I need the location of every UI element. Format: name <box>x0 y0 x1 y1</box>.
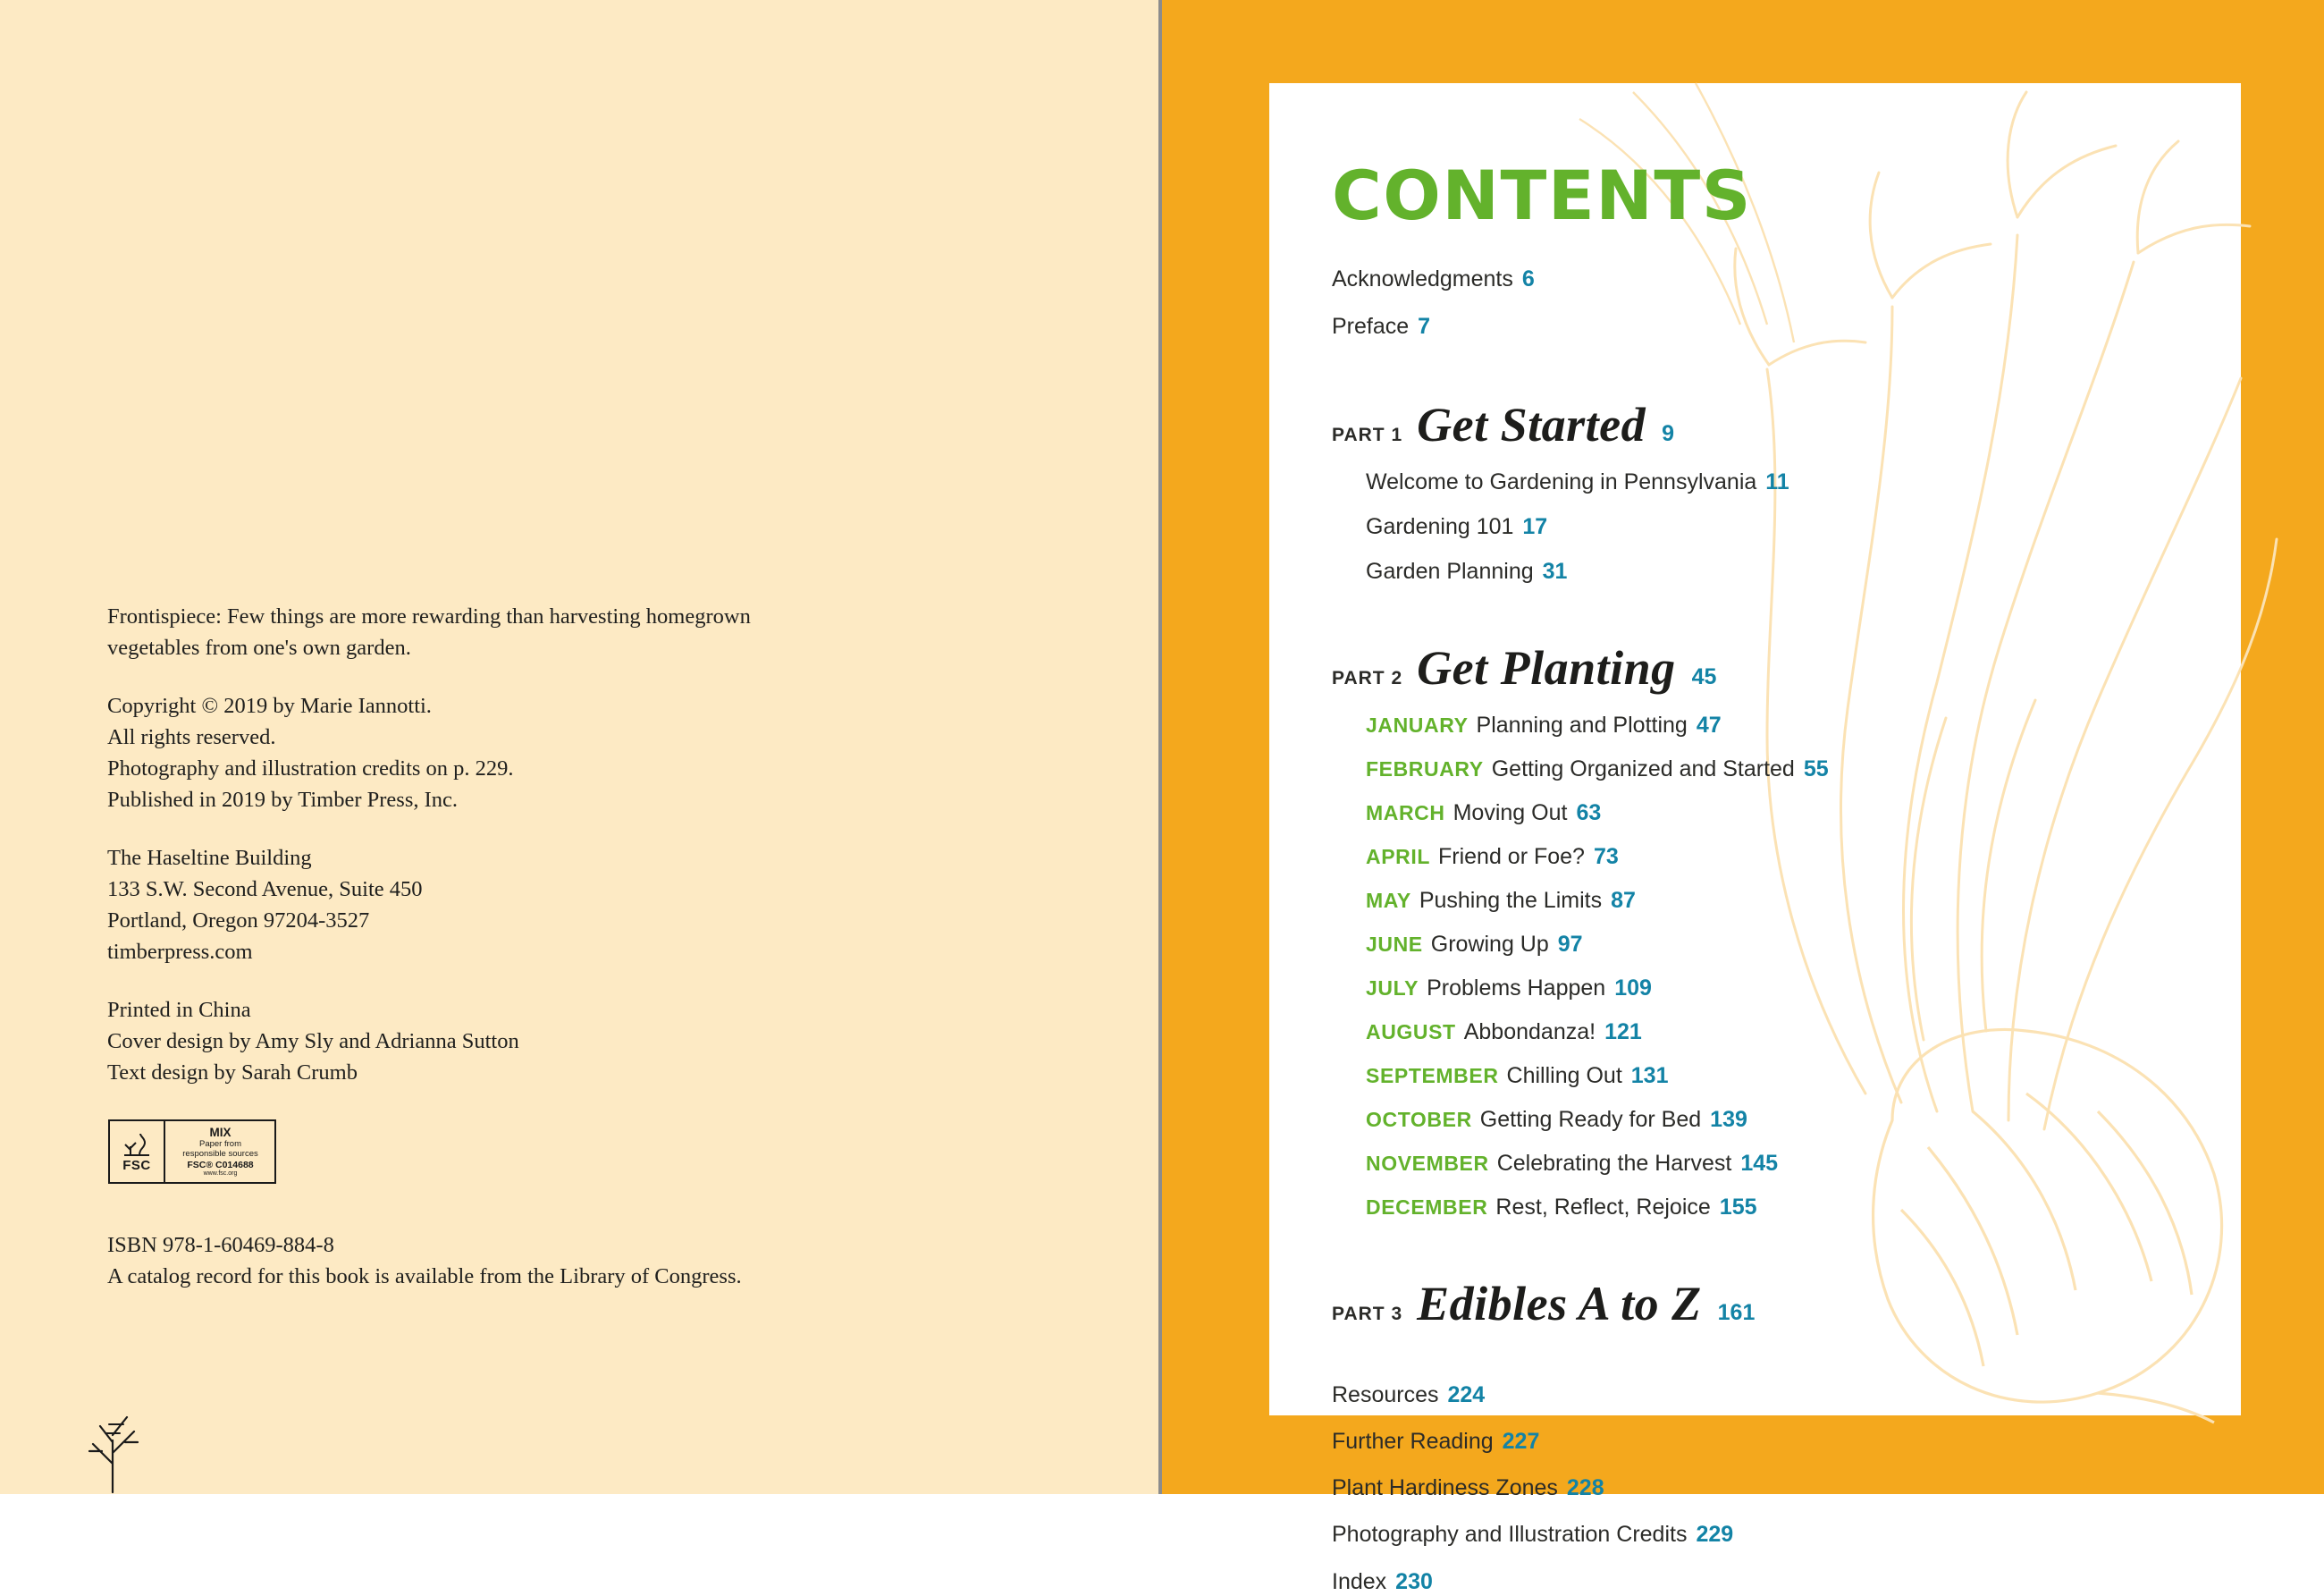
toc-entry-label: Friend or Foe? <box>1438 843 1585 869</box>
month-label: SEPTEMBER <box>1366 1063 1499 1087</box>
toc-entry-may[interactable] <box>1366 887 2241 914</box>
part-title: Edibles A to Z <box>1417 1276 1702 1330</box>
copyright-lines <box>107 690 840 815</box>
part-page: 45 <box>1691 663 1717 689</box>
toc-entry-photo-credits[interactable] <box>1332 1521 2241 1549</box>
toc-entry-gardening-101[interactable] <box>1366 513 2241 540</box>
toc-entry-label: Resources <box>1332 1381 1439 1407</box>
contents-page <box>1162 0 2324 1594</box>
toc-entry-label: Getting Organized and Started <box>1491 756 1795 781</box>
part-label: PART 2 <box>1332 667 1403 688</box>
fsc-url: www.fsc.org <box>203 1170 238 1177</box>
toc-entry-label: Chilling Out <box>1506 1062 1622 1088</box>
fsc-source-line-1: Paper from <box>199 1138 241 1149</box>
month-label: OCTOBER <box>1366 1107 1472 1131</box>
fsc-logo-text: FSC <box>122 1158 151 1173</box>
text-design-credit: Text design by Sarah Crumb <box>107 1060 358 1085</box>
toc-entry-label: Problems Happen <box>1427 975 1606 1001</box>
toc-entry-page: 31 <box>1542 558 1568 584</box>
month-label: DECEMBER <box>1366 1195 1488 1219</box>
toc-entry-label: Rest, Reflect, Rejoice <box>1495 1194 1711 1220</box>
toc-entry-page: 7 <box>1418 314 1431 340</box>
contents-body <box>1269 83 2241 1596</box>
month-label: JANUARY <box>1366 713 1469 737</box>
contents-card <box>1269 83 2241 1594</box>
toc-entry-page: 228 <box>1566 1475 1604 1500</box>
copyright-line-1: Copyright © 2019 by Marie Iannotti. <box>107 694 432 718</box>
copyright-line-2: All rights reserved. <box>107 725 276 749</box>
isbn-number: ISBN 978-1-60469-884-8 <box>107 1233 334 1257</box>
toc-entry-august[interactable] <box>1366 1018 2241 1045</box>
toc-entry-page: 224 <box>1447 1381 1486 1407</box>
toc-entry-page: 87 <box>1611 887 1636 913</box>
toc-entry-page: 17 <box>1522 513 1548 539</box>
print-location: Printed in China <box>107 998 251 1022</box>
toc-entry-index[interactable] <box>1332 1568 2241 1596</box>
toc-entry-garden-planning[interactable] <box>1366 558 2241 585</box>
copyright-text-block <box>107 601 840 1088</box>
toc-entry-label: Index <box>1332 1568 1387 1594</box>
toc-entry-october[interactable] <box>1366 1106 2241 1133</box>
address-line-1: The Haseltine Building <box>107 846 312 870</box>
publisher-address <box>107 842 840 967</box>
month-label: JULY <box>1366 975 1419 1000</box>
isbn-block <box>107 1229 912 1292</box>
toc-entry-label: Planning and Plotting <box>1476 712 1688 738</box>
part-page: 161 <box>1717 1299 1756 1325</box>
toc-entry-label: Further Reading <box>1332 1428 1494 1454</box>
toc-entry-page: 155 <box>1719 1194 1757 1220</box>
copyright-line-3: Photography and illustration credits on p. 229. <box>107 756 514 781</box>
toc-back-matter <box>1332 1381 2241 1596</box>
toc-entry-label: Getting Ready for Bed <box>1479 1106 1702 1132</box>
toc-part-2-header[interactable] <box>1332 640 2241 696</box>
toc-entry-label: Celebrating the Harvest <box>1496 1150 1732 1176</box>
fsc-certification-badge <box>108 1119 276 1184</box>
toc-entry-plant-hardiness-zones[interactable] <box>1332 1474 2241 1502</box>
toc-entry-label: Plant Hardiness Zones <box>1332 1475 1558 1500</box>
fsc-details <box>165 1124 274 1178</box>
address-line-2: 133 S.W. Second Avenue, Suite 450 <box>107 877 423 901</box>
toc-entry-july[interactable] <box>1366 975 2241 1001</box>
toc-entry-label: Pushing the Limits <box>1419 887 1603 913</box>
toc-entry-page: 139 <box>1710 1106 1747 1132</box>
fsc-mix-label: MIX <box>209 1126 232 1140</box>
toc-entry-label: Acknowledgments <box>1332 266 1513 291</box>
catalog-note: A catalog record for this book is available from the Library of Congress. <box>107 1264 742 1288</box>
toc-part-1-header[interactable] <box>1332 397 2241 452</box>
toc-entry-page: 145 <box>1740 1150 1779 1176</box>
toc-entry-january[interactable] <box>1366 712 2241 739</box>
toc-entry-page: 47 <box>1696 712 1722 738</box>
part-page: 9 <box>1662 420 1675 446</box>
copyright-line-4: Published in 2019 by Timber Press, Inc. <box>107 788 459 812</box>
toc-entry-november[interactable] <box>1366 1150 2241 1177</box>
toc-entry-label: Moving Out <box>1452 799 1568 825</box>
month-label: AUGUST <box>1366 1019 1456 1043</box>
toc-entry-label: Gardening 101 <box>1366 513 1514 539</box>
fsc-tree-icon <box>122 1131 152 1158</box>
twig-illustration-icon <box>70 1387 177 1494</box>
month-label: MARCH <box>1366 800 1445 824</box>
toc-entry-page: 6 <box>1521 266 1535 291</box>
address-line-3: Portland, Oregon 97204-3527 <box>107 908 370 933</box>
toc-entry-september[interactable] <box>1366 1062 2241 1089</box>
toc-entry-further-reading[interactable] <box>1332 1428 2241 1456</box>
toc-entry-march[interactable] <box>1366 799 2241 826</box>
copyright-page <box>0 0 1162 1494</box>
part-title: Get Started <box>1417 397 1646 452</box>
toc-entry-april[interactable] <box>1366 843 2241 870</box>
toc-entry-page: 97 <box>1557 931 1583 957</box>
fsc-source-line-2: responsible sources <box>182 1148 258 1159</box>
toc-entry-acknowledgments[interactable] <box>1332 266 2241 293</box>
toc-part-3-header[interactable] <box>1332 1276 2241 1331</box>
toc-entry-label: Preface <box>1332 314 1410 340</box>
toc-entry-welcome[interactable] <box>1366 469 2241 495</box>
toc-entry-february[interactable] <box>1366 756 2241 782</box>
publisher-website[interactable]: timberpress.com <box>107 940 253 964</box>
toc-entry-label: Photography and Illustration Credits <box>1332 1522 1688 1548</box>
fsc-logo <box>110 1121 165 1182</box>
month-label: APRIL <box>1366 844 1430 868</box>
toc-entry-page: 109 <box>1614 975 1652 1001</box>
part-title: Get Planting <box>1417 640 1676 695</box>
toc-entry-page: 131 <box>1630 1062 1669 1088</box>
toc-entry-page: 11 <box>1765 469 1789 494</box>
cover-design-credit: Cover design by Amy Sly and Adrianna Sutton <box>107 1029 519 1053</box>
toc-entry-label: Growing Up <box>1430 931 1549 957</box>
frontispiece-note: Frontispiece: Few things are more rewarding than harvesting homegrown vegetables from one's own garden. <box>107 604 751 660</box>
month-label: FEBRUARY <box>1366 756 1484 781</box>
toc-entry-label: Welcome to Gardening in Pennsylvania <box>1366 469 1757 494</box>
page-title: CONTENTS <box>1332 156 1752 235</box>
toc-entry-page: 227 <box>1502 1428 1540 1454</box>
part-label: PART 3 <box>1332 1303 1403 1324</box>
toc-entry-june[interactable] <box>1366 931 2241 958</box>
toc-entry-page: 55 <box>1803 756 1829 781</box>
toc-entry-label: Abbondanza! <box>1463 1018 1596 1044</box>
part-label: PART 1 <box>1332 424 1403 445</box>
fsc-code: FSC® C014688 <box>187 1159 254 1170</box>
toc-entry-preface[interactable] <box>1332 313 2241 341</box>
toc-entry-page: 121 <box>1604 1018 1642 1044</box>
toc-entry-page: 229 <box>1696 1522 1734 1548</box>
toc-entry-page: 73 <box>1593 843 1619 869</box>
toc-entry-december[interactable] <box>1366 1194 2241 1220</box>
toc-entry-page: 230 <box>1395 1568 1433 1594</box>
toc-entry-resources[interactable] <box>1332 1381 2241 1409</box>
month-label: NOVEMBER <box>1366 1151 1489 1175</box>
month-label: JUNE <box>1366 932 1423 956</box>
month-label: MAY <box>1366 888 1411 912</box>
toc-entry-page: 63 <box>1576 799 1602 825</box>
production-credits <box>107 994 840 1088</box>
toc-entry-label: Garden Planning <box>1366 558 1534 584</box>
